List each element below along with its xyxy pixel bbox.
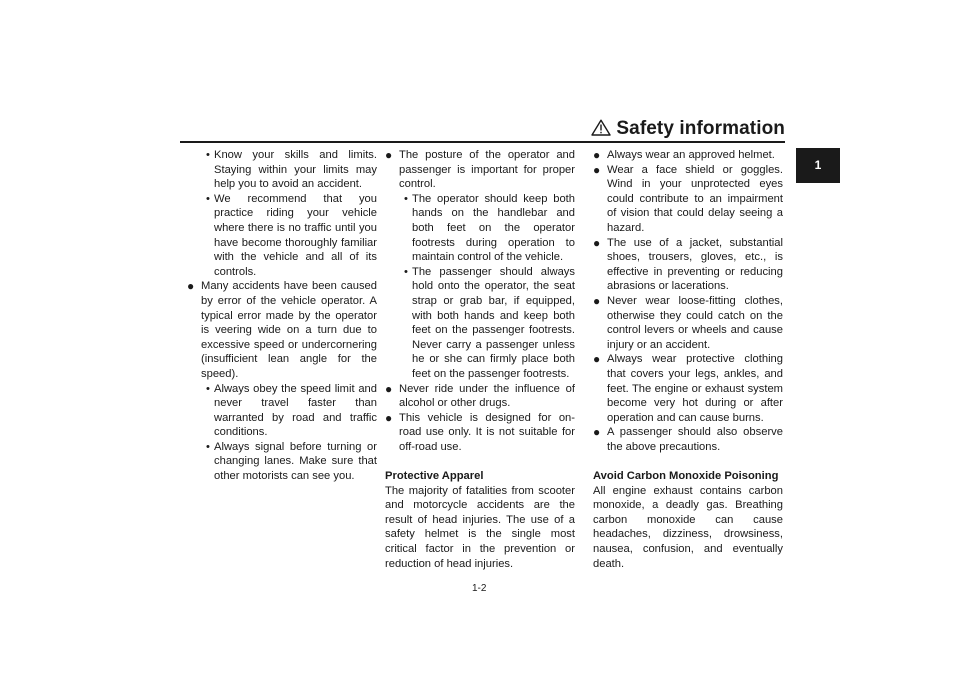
list-item — [187, 192, 377, 280]
bullet-mark: • — [206, 382, 210, 395]
list-item-text: The passenger should always hold onto the operator, the seat strap or grab bar, if equipped, with both hands and keep both feet on the passenger footrests. Never carry a passenger unless he or she can firmly place both feet on the passenger footrests. — [412, 265, 575, 380]
list-item — [187, 382, 377, 440]
bullet-dot: ● — [593, 293, 601, 308]
list-item-text: The use of a jacket, substantial shoes, trousers, gloves, etc., is effective in preventing or reducing abrasions or lacerations. — [607, 236, 783, 293]
list-item-text: Never ride under the influence of alcohol or other drugs. — [399, 382, 575, 410]
spacer — [385, 454, 575, 469]
bullet-mark: • — [206, 149, 210, 161]
bullet-dot: ● — [593, 352, 601, 367]
list-item-text: A passenger should also observe the above precautions. — [607, 426, 783, 453]
header-title-wrap — [591, 118, 785, 140]
list-item — [385, 265, 575, 382]
list-item-text: Never wear loose-fitting clothes, otherwise they could catch on the control levers or wheels and cause injury or an accident. — [607, 294, 783, 351]
bullet-mark: • — [404, 265, 408, 278]
list-item-text: Wear a face shield or goggles. Wind in your unprotected eyes could contribute to an impairment of vision that could delay seeing a hazard. — [607, 163, 783, 234]
list-item — [187, 148, 377, 192]
list-item-text: This vehicle is designed for on-road use only. It is not suitable for off-road use. — [399, 411, 575, 453]
list-item — [385, 192, 575, 265]
list-item — [593, 236, 783, 294]
chapter-tab: 1 — [796, 148, 840, 183]
body-paragraph: The majority of fatalities from scooter and motorcycle accidents are the result of head injuries. The use of a safety helmet is the single most critical factor in the prevention or reduction of head injuries. — [385, 484, 575, 570]
bullet-mark: • — [404, 192, 408, 205]
list-item — [385, 148, 575, 192]
list-item — [593, 148, 783, 163]
column-1 — [187, 148, 377, 484]
bullet-dot: ● — [593, 235, 601, 250]
list-item-text: Always obey the speed limit and never travel faster than warranted by road and traffic conditions. — [214, 382, 377, 439]
bullet-dot: ● — [385, 148, 393, 162]
section-heading: Protective Apparel — [385, 470, 484, 483]
section-heading: Avoid Carbon Monoxide Poisoning — [593, 470, 779, 483]
list-item-text: Know your skills and limits. Staying within your limits may help you to avoid an accident. — [214, 149, 377, 191]
page-header — [180, 118, 785, 142]
list-item — [187, 279, 377, 381]
warning-triangle-icon — [591, 119, 611, 136]
list-item-text: Always signal before turning or changing lanes. Make sure that other motorists can see you. — [214, 440, 377, 483]
list-item — [593, 294, 783, 352]
page-number: 1-2 — [472, 583, 487, 594]
spacer — [593, 454, 783, 469]
bullet-mark: • — [206, 192, 210, 205]
list-item — [187, 440, 377, 484]
list-item — [593, 425, 783, 454]
list-item — [385, 411, 575, 455]
list-item-text: The operator should keep both hands on the handlebar and both feet on the operator footrests during operation to maintain control of the vehicle. — [412, 192, 575, 264]
body-paragraph: All engine exhaust contains carbon monoxide, a deadly gas. Breathing carbon monoxide can cause headaches, dizziness, drowsiness, nausea, confusion, and eventually death. — [593, 484, 783, 570]
list-item-text: The posture of the operator and passenger is important for proper control. — [399, 149, 575, 191]
bullet-dot: ● — [385, 381, 393, 396]
list-item — [385, 382, 575, 411]
column-2 — [385, 148, 575, 571]
header-divider — [180, 141, 785, 143]
bullet-mark: • — [206, 440, 210, 453]
list-item — [593, 352, 783, 425]
list-item-text: Always wear an approved helmet. — [607, 149, 775, 161]
list-item-text: Many accidents have been caused by error of the vehicle operator. A typical error made by the operator is veering wide on a turn due to excessive speed or undercornering (insufficient lean angle for the speed). — [201, 280, 377, 380]
list-item-text: Always wear protective clothing that covers your legs, ankles, and feet. The engine or exhaust system become very hot during or after operation and can cause burns. — [607, 353, 783, 424]
column-3 — [593, 148, 783, 571]
bullet-dot: ● — [187, 279, 195, 294]
bullet-dot: ● — [593, 425, 601, 440]
list-item — [593, 163, 783, 236]
bullet-dot: ● — [593, 162, 601, 177]
page-title: Safety information — [616, 118, 785, 139]
list-item-text: We recommend that you practice riding your vehicle where there is no traffic until you have become thoroughly familiar with the vehicle and all of its controls. — [214, 192, 377, 278]
bullet-dot: ● — [593, 148, 601, 162]
bullet-dot: ● — [385, 410, 393, 425]
